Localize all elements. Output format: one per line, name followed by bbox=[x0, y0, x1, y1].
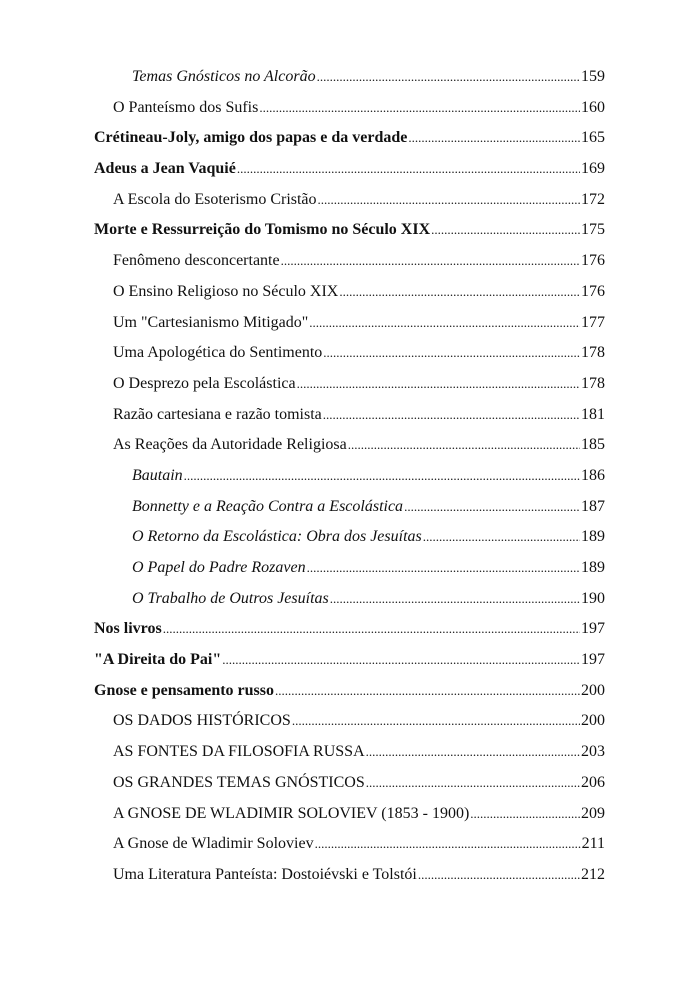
dot-leader bbox=[318, 185, 580, 216]
toc-entry[interactable] bbox=[94, 369, 605, 400]
toc-entry-title: O Ensino Religioso no Século XIX bbox=[113, 282, 339, 300]
toc-entry[interactable] bbox=[94, 492, 605, 523]
toc-entry-page: 176 bbox=[581, 252, 605, 270]
toc-entry-page: 176 bbox=[581, 282, 605, 300]
toc-entry[interactable] bbox=[94, 123, 605, 154]
dot-leader bbox=[163, 614, 580, 645]
dot-leader bbox=[323, 338, 580, 369]
dot-leader bbox=[184, 461, 580, 492]
dot-leader bbox=[330, 584, 580, 615]
toc-entry-title: Nos livros bbox=[94, 620, 162, 638]
toc-entry-title: Bonnetty e a Reação Contra a Escolástica bbox=[132, 497, 404, 515]
toc-entry[interactable] bbox=[94, 62, 605, 93]
toc-entry-title: O Desprezo pela Escolástica bbox=[113, 374, 296, 392]
toc-entry-page: 203 bbox=[581, 743, 605, 761]
toc-entry-title: A Gnose de Wladimir Soloviev bbox=[113, 835, 314, 853]
toc-entry-title: Morte e Ressurreição do Tomismo no Século XIX bbox=[94, 221, 431, 239]
toc-entry-title: Gnose e pensamento russo bbox=[94, 681, 275, 699]
toc-entry-title: Bautain bbox=[132, 466, 183, 484]
toc-entry-title: Uma Apologética do Sentimento bbox=[113, 344, 323, 362]
dot-leader bbox=[281, 246, 580, 277]
toc-entry-title: Temas Gnósticos no Alcorão bbox=[132, 68, 316, 85]
toc-entry[interactable] bbox=[94, 799, 605, 830]
toc-entry[interactable] bbox=[94, 860, 605, 891]
toc-entry-title: A GNOSE DE WLADIMIR SOLOVIEV (1853 - 1900) bbox=[113, 804, 470, 822]
toc-entry-title: AS FONTES DA FILOSOFIA RUSSA bbox=[113, 743, 365, 761]
toc-entry[interactable] bbox=[94, 737, 605, 768]
toc-entry-page: 189 bbox=[581, 559, 605, 576]
toc-entry[interactable] bbox=[94, 277, 605, 308]
toc-entry-page: 185 bbox=[581, 436, 605, 454]
toc-entry-page: 209 bbox=[581, 804, 605, 822]
toc-entry-title: As Reações da Autoridade Religiosa bbox=[113, 436, 347, 454]
dot-leader bbox=[418, 860, 580, 891]
toc-entry[interactable] bbox=[94, 185, 605, 216]
toc-entry-page: 169 bbox=[581, 160, 605, 178]
toc-entry[interactable] bbox=[94, 522, 605, 553]
toc-entry[interactable] bbox=[94, 584, 605, 615]
toc-entry-title: "A Direita do Pai" bbox=[94, 651, 222, 669]
toc-entry[interactable] bbox=[94, 400, 605, 431]
toc-entry-page: 200 bbox=[581, 681, 605, 699]
dot-leader bbox=[297, 369, 580, 400]
dot-leader bbox=[237, 154, 580, 185]
dot-leader bbox=[431, 215, 580, 246]
toc-entry-page: 181 bbox=[581, 405, 605, 423]
toc-entry-title: A Escola do Esoterismo Cristão bbox=[113, 190, 317, 208]
toc-entry-title: O Retorno da Escolástica: Obra dos Jesuítas bbox=[132, 528, 422, 546]
dot-leader bbox=[317, 62, 580, 93]
dot-leader bbox=[423, 522, 580, 553]
toc-entry[interactable] bbox=[94, 215, 605, 246]
toc-entry-title: O Trabalho de Outros Jesuítas bbox=[132, 589, 329, 607]
toc-entry[interactable] bbox=[94, 154, 605, 185]
toc-entry[interactable] bbox=[94, 676, 605, 707]
toc-entry-title: OS GRANDES TEMAS GNÓSTICOS bbox=[113, 773, 365, 791]
toc-entry-page: 206 bbox=[581, 773, 605, 791]
toc-entry-title: Fenômeno desconcertante bbox=[113, 252, 280, 270]
toc-entry[interactable] bbox=[94, 829, 605, 860]
toc-entry[interactable] bbox=[94, 645, 605, 676]
toc-entry[interactable] bbox=[94, 614, 605, 645]
toc-entry-title: OS DADOS HISTÓRICOS bbox=[113, 712, 291, 730]
dot-leader bbox=[259, 93, 580, 124]
toc-entry-page: 186 bbox=[581, 466, 605, 484]
toc-entry[interactable] bbox=[94, 706, 605, 737]
toc-entry[interactable] bbox=[94, 553, 605, 584]
toc-entry-page: 211 bbox=[581, 835, 605, 853]
table-of-contents bbox=[94, 62, 605, 891]
toc-entry-page: 200 bbox=[581, 712, 605, 730]
toc-entry-title: Adeus a Jean Vaquié bbox=[94, 160, 236, 178]
toc-entry-page: 165 bbox=[581, 129, 605, 147]
dot-leader bbox=[275, 676, 580, 707]
dot-leader bbox=[307, 553, 580, 584]
dot-leader bbox=[222, 645, 580, 676]
toc-entry-page: 197 bbox=[581, 651, 605, 669]
toc-entry-page: 187 bbox=[581, 497, 605, 515]
dot-leader bbox=[292, 706, 580, 737]
dot-leader bbox=[404, 492, 580, 523]
toc-entry-page: 159 bbox=[581, 68, 605, 85]
toc-entry[interactable] bbox=[94, 430, 605, 461]
toc-entry-title: O Papel do Padre Rozaven bbox=[132, 559, 306, 576]
toc-entry-title: Um "Cartesianismo Mitigado" bbox=[113, 313, 309, 331]
toc-entry[interactable] bbox=[94, 338, 605, 369]
dot-leader bbox=[366, 768, 580, 799]
toc-entry[interactable] bbox=[94, 246, 605, 277]
toc-entry[interactable] bbox=[94, 93, 605, 124]
toc-entry-page: 160 bbox=[581, 98, 605, 116]
toc-entry-page: 212 bbox=[581, 865, 605, 883]
toc-entry-page: 189 bbox=[581, 528, 605, 546]
toc-entry-page: 172 bbox=[581, 190, 605, 208]
dot-leader bbox=[366, 737, 580, 768]
dot-leader bbox=[348, 430, 580, 461]
dot-leader bbox=[408, 123, 580, 154]
toc-entry-page: 177 bbox=[581, 313, 605, 331]
toc-entry-page: 178 bbox=[581, 344, 605, 362]
toc-entry-title: Crétineau-Joly, amigo dos papas e da verdade bbox=[94, 129, 408, 147]
toc-entry-page: 175 bbox=[581, 221, 605, 239]
dot-leader bbox=[315, 829, 581, 860]
dot-leader bbox=[309, 308, 580, 339]
toc-entry-title: Uma Literatura Panteísta: Dostoiévski e Tolstói bbox=[113, 865, 417, 883]
toc-entry-title: O Panteísmo dos Sufis bbox=[113, 98, 259, 116]
dot-leader bbox=[323, 400, 580, 431]
toc-entry[interactable] bbox=[94, 461, 605, 492]
toc-entry-page: 197 bbox=[581, 620, 605, 638]
dot-leader bbox=[339, 277, 580, 308]
toc-entry-page: 190 bbox=[581, 589, 605, 607]
toc-entry-page: 178 bbox=[581, 374, 605, 392]
toc-entry-title: Razão cartesiana e razão tomista bbox=[113, 405, 322, 423]
dot-leader bbox=[470, 799, 580, 830]
toc-entry[interactable] bbox=[94, 308, 605, 339]
toc-entry[interactable] bbox=[94, 768, 605, 799]
